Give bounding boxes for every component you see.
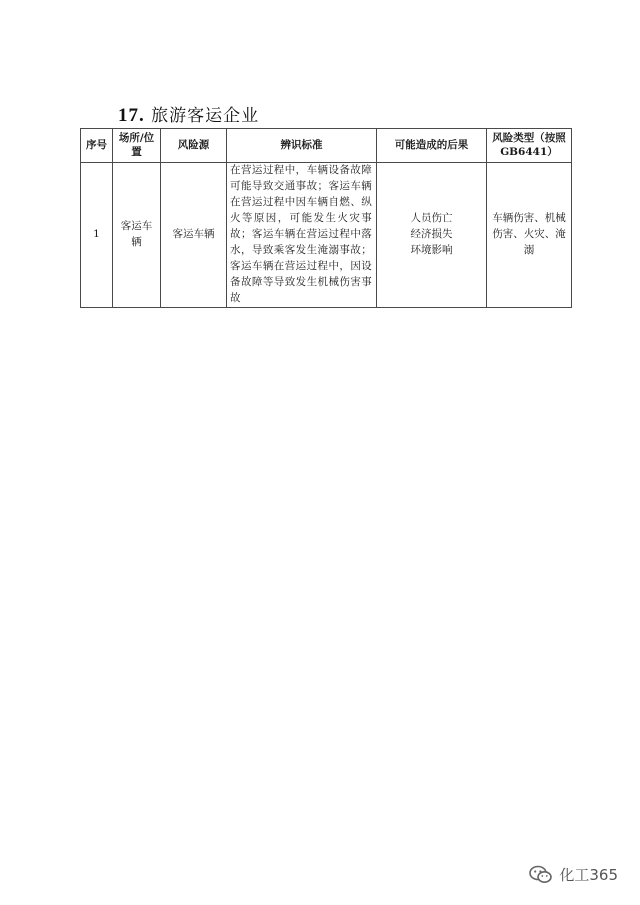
table-header-row <box>81 129 572 163</box>
header-type: 风险类型（按照 GB6441） <box>487 129 572 163</box>
consequence-item: 环境影响 <box>410 243 453 256</box>
cell-location: 客运车辆 <box>113 163 161 308</box>
header-standard: 辨识标准 <box>227 129 377 163</box>
section-heading <box>118 101 259 127</box>
cell-type: 车辆伤害、机械伤害、火灾、淹溺 <box>487 163 572 308</box>
cell-source: 客运车辆 <box>161 163 227 308</box>
table-row <box>81 163 572 308</box>
header-location: 场所/位置 <box>113 129 161 163</box>
cell-seq: 1 <box>81 163 113 308</box>
consequence-item: 经济损失 <box>410 228 453 241</box>
consequence-item: 人员伤亡 <box>410 212 453 225</box>
header-consequence: 可能造成的后果 <box>377 129 487 163</box>
watermark <box>529 864 618 885</box>
cell-standard: 在营运过程中，车辆设备故障可能导致交通事故；客运车辆在营运过程中因车辆自燃、纵火等原因，可能发生火灾事故；客运车辆在营运过程中落水，导致乘客发生淹溺事故；客运车辆在营运过程中，因设备故障等导致发生机械伤害事故 <box>227 163 377 308</box>
section-title: 旅游客运企业 <box>151 106 260 126</box>
cell-consequence <box>377 163 487 308</box>
header-seq: 序号 <box>81 129 113 163</box>
section-number: 17. <box>118 105 145 126</box>
watermark-text: 化工365 <box>559 866 618 884</box>
wechat-icon <box>529 865 553 885</box>
header-source: 风险源 <box>161 129 227 163</box>
risk-table <box>80 128 572 308</box>
